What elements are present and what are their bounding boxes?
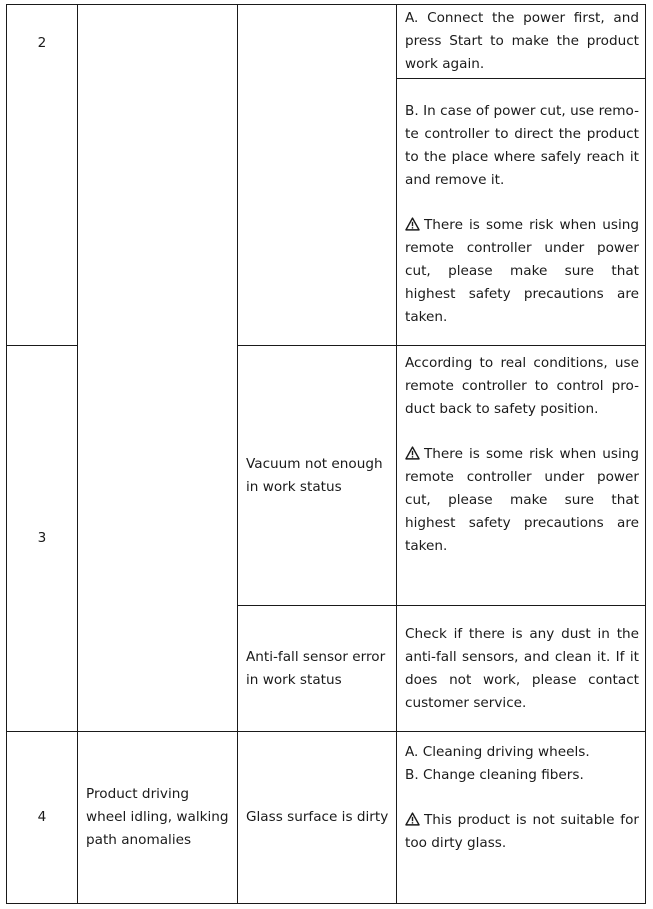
row-number-4 [7, 732, 77, 903]
row-number-text: 4 [37, 809, 47, 825]
solution-vacuum [397, 346, 645, 605]
warning-triangle-icon [405, 812, 420, 826]
warning-text: There is some risk when using remote controller under power cut, please make sure that highest safety precautions are taken. [405, 217, 639, 325]
row-number-2 [7, 5, 77, 79]
symptom-red-light [78, 5, 237, 731]
warning-note [405, 214, 639, 329]
warning-note [405, 809, 639, 855]
solution-2a [397, 5, 645, 78]
row-number-text: 3 [37, 530, 47, 546]
solution-text: A. Cleaning driving wheels. [405, 744, 590, 760]
cause-antifall [238, 606, 396, 731]
warning-note [405, 443, 639, 558]
cause-text: Glass surface is dirty [246, 809, 389, 825]
row-number-text: 2 [37, 35, 47, 51]
warning-triangle-icon [405, 446, 420, 460]
warning-text: This product is not suitable for too dirty glass. [405, 812, 639, 851]
warning-text: There is some risk when using remote controller under power cut, please make sure that highest safety precautions are taken. [405, 446, 639, 554]
solution-text: Check if there is any dust in the anti-fall sensors, and clean it. If it does not work, please contact customer service. [405, 625, 639, 711]
solution-dirty-glass [397, 732, 645, 903]
symptom-text: Product driving wheel idling, walking path anomalies [86, 786, 229, 848]
cause-text: Anti-fall sensor error in work status [246, 648, 386, 688]
solution-text: According to real conditions, use remote controller to control pro-duct back to safety position. [405, 355, 639, 417]
cause-vacuum [238, 346, 396, 605]
warning-triangle-icon [405, 217, 420, 231]
symptom-driving-wheel [78, 732, 237, 903]
row-number-3 [7, 346, 77, 731]
cause-dirty-glass [238, 732, 396, 903]
solution-2b [397, 79, 645, 345]
cause-power-adapter [238, 5, 396, 345]
solution-text: B. In case of power cut, use remo-te controller to direct the product to the place where safely reach it and remove it. [405, 103, 639, 188]
solution-text: B. Change cleaning fibers. [405, 767, 584, 783]
cause-text: Vacuum not enough in work status [246, 455, 383, 495]
solution-text: A. Connect the power first, and press Start to make the product work again. [405, 10, 639, 72]
solution-antifall [397, 606, 645, 731]
